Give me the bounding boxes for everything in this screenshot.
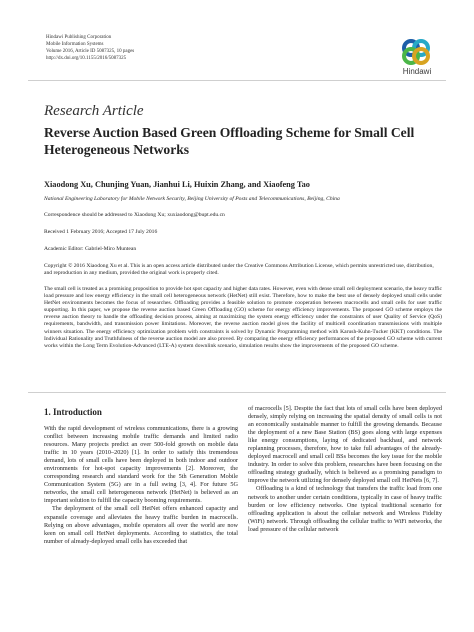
affiliation: National Engineering Laboratory for Mobile Network Security, Beijing University of Posts and Telecommunications, Beijing, China xyxy=(44,196,340,202)
received-accepted-dates: Received 1 February 2016; Accepted 17 July 2016 xyxy=(44,229,158,235)
right-column xyxy=(248,405,442,534)
paragraph: of macrocells [5]. Despite the fact that lots of small cells have been deployed densely, simply relying on increasing the spatial density of small cells is not an economically sustainable manner to fulfill the growing demands. Because the deployment of a new Base Station (BS) goes along with large expenses like energy consumptions, laying of dedicated backhaul, and network replanning processes, therefore, how to take full advantages of the already-deployed macrocell and small cell BSs becomes the key issue for the mobile industry. In order to solve this problem, researches have been focusing on the offloading strategy gradually, which is believed as a promising paradigm to improve the network utilizing for densely deployed small cell HetNets [6, 7]. xyxy=(248,405,442,485)
correspondence: Correspondence should be addressed to Xiaodong Xu; xuxiaodong@bupt.edu.cn xyxy=(44,212,225,218)
publication-info xyxy=(46,34,134,62)
copyright-notice: Copyright © 2016 Xiaodong Xu et al. This is an open access article distributed under the Creative Commons Attribution License, which permits unrestricted use, distribution, and reproduction in any medium, provided the original work is properly cited. xyxy=(44,263,434,276)
academic-editor: Academic Editor: Gabriel-Miro Muntean xyxy=(44,246,137,252)
author-list: Xiaodong Xu, Chunjing Yuan, Jianhui Li, Huixin Zhang, and Xiaofeng Tao xyxy=(44,180,310,189)
abstract-divider xyxy=(28,392,446,393)
abstract: The small cell is treated as a promising proposition to provide hot spot capacity and higher data rates. However, even with dense small cell deployment scenario, the heavy traffic load pressure and low energy efficiency in the small cell heterogeneous network (HetNet) still exist. Therefore, how to make the best use of densely deployed small cells under HetNet environments becomes the focus of researches. Offloading provides a feasible solution to promote cooperation between macrocells and small cells for user traffic supporting. In this paper, we propose the reverse auction based Green Offloading (GO) scheme for energy efficiency improvements. The proposed GO scheme employs the reverse auction theory to handle the offloading decision process, aiming at maximizing the system energy efficiency under the constraints of user Quality of Service (QoS) requirements, bandwidth, and transmission power limitations. Moreover, the reverse auction model gives the facility of multicell coordination transmissions with multiple winners situation. The energy efficiency optimization problem with constraints is solved by Dynamic Programming method with Karush-Kuhn-Tucker (KKT) conditions. The Individual Rationality and Truthfulness of the reverse auction model are also proved. By comparing the energy efficiency performances of the proposed GO scheme with current works within the Long Term Evolution-Advanced (LTE-A) system downlink scenario, simulation results show the improvements of the proposed GO scheme. xyxy=(44,286,442,349)
hindawi-rings-icon xyxy=(399,38,433,66)
article-type: Research Article xyxy=(44,103,144,119)
journal-name: Mobile Information Systems xyxy=(46,42,104,47)
logo-text: Hindawi xyxy=(402,67,432,76)
doi-link[interactable]: http://dx.doi.org/10.1155/2016/5087325 xyxy=(46,56,127,61)
paragraph: Offloading is a kind of technology that transfers the traffic load from one network to another under certain conditions, typically in case of heavy traffic burden or low efficiency networks. One typical traditional scenario for offloading application is about the cellular network and Wireless Fidelity (WiFi) network. Through offloading the cellular traffic to WiFi networks, the load pressure of the cellular network xyxy=(248,485,442,533)
paragraph: With the rapid development of wireless communications, there is a growing conflict between increasing mobile traffic demands and limited radio resources. Many projects predict an over 500-fold growth on mobile data traffic in 10 years (2010–2020) [1]. In order to satisfy this tremendous demand, lots of small cells have been deployed in both indoor and outdoor environments for hot-spot capacity improvements [2]. Moreover, the corresponding research and standard work for the 5th Generation Mobile Communication System (5G) are in a full swing [3, 4]. For future 5G networks, the small cell heterogeneous network (HetNet) is believed as an important solution to fulfill the capacity booming requirements. xyxy=(44,425,238,505)
section-heading: 1. Introduction xyxy=(44,407,102,417)
volume-info: Volume 2016, Article ID 5087325, 10 pages xyxy=(46,49,135,54)
article-title: Reverse Auction Based Green Offloading Scheme for Small Cell Heterogeneous Networks xyxy=(44,125,415,157)
left-column xyxy=(44,425,238,546)
publisher-name: Hindawi Publishing Corporation xyxy=(46,35,112,40)
paragraph: The deployment of the small cell HetNet offers enhanced capacity and expansile coverage and alleviates the heavy traffic burden in macrocells. Relying on above advantages, mobile operators all over the world are now keen on small cell HetNet deployments. According to statistics, the total number of already-deployed small cells has exceeded that xyxy=(44,505,238,545)
header-divider xyxy=(28,80,446,81)
hindawi-logo[interactable] xyxy=(396,38,438,76)
